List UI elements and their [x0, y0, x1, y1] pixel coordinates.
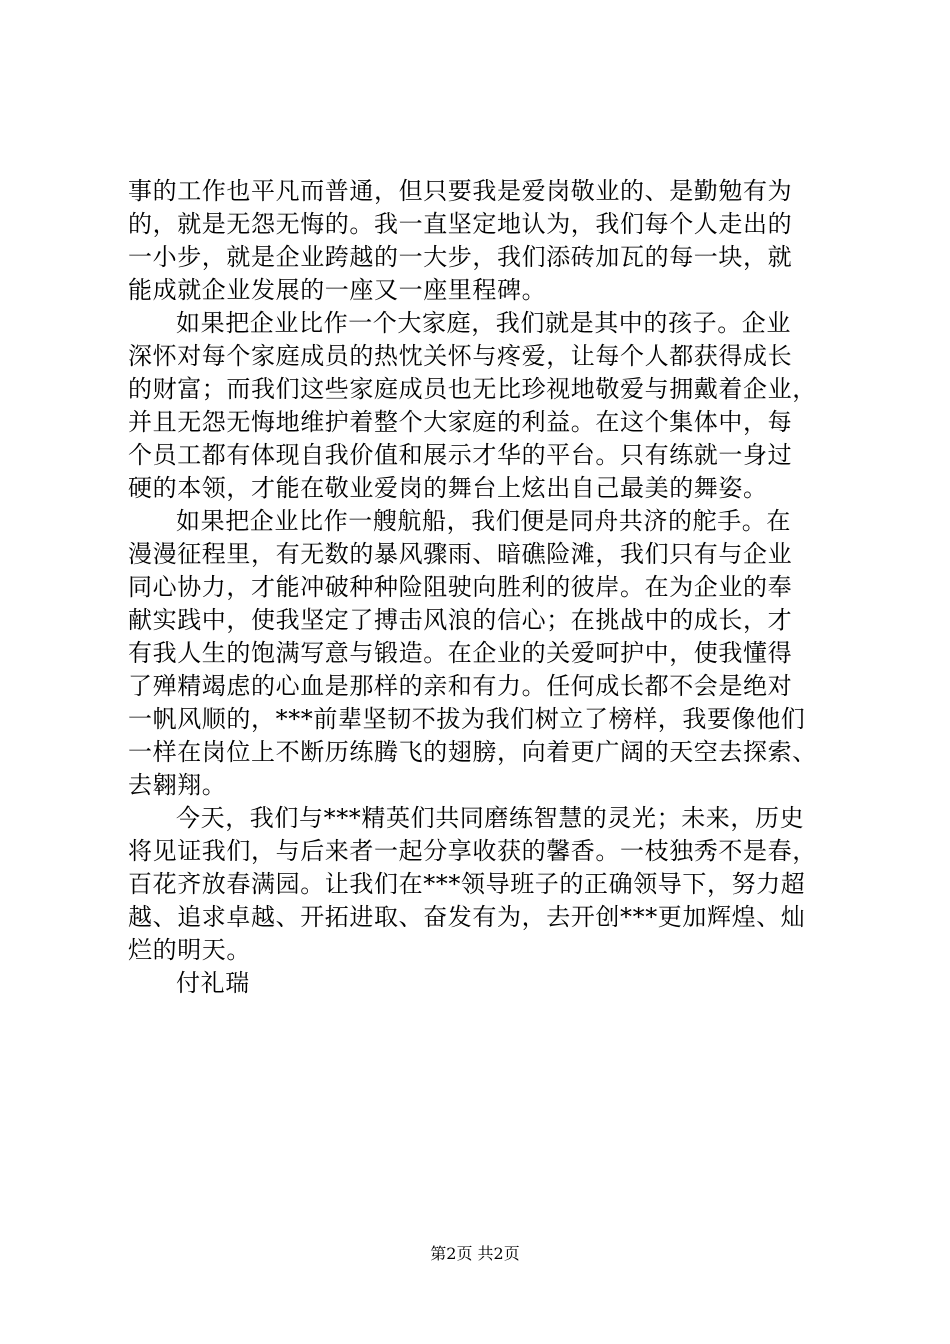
- text-line-21: 将见证我们，与后来者一起分享收获的馨香。一枝独秀不是春，: [128, 837, 817, 865]
- text-line-16: 了殚精竭虑的心血是那样的亲和有力。任何成长都不会是绝对: [128, 672, 793, 700]
- text-line-9: 个员工都有体现自我价值和展示才华的平台。只有练就一身过: [128, 441, 793, 469]
- text-line-1: 事的工作也平凡而普通，但只要我是爱岗敬业的、是勤勉有为: [128, 177, 793, 205]
- text-line-5: 如果把企业比作一个大家庭，我们就是其中的孩子。企业: [176, 309, 791, 337]
- text-line-18: 一样在岗位上不断历练腾飞的翅膀，向着更广阔的天空去探索、: [128, 738, 817, 766]
- text-line-8: 并且无怨无悔地维护着整个大家庭的利益。在这个集体中，每: [128, 408, 793, 436]
- text-line-23: 越、追求卓越、开拓进取、奋发有为，去开创***更加辉煌、灿: [128, 903, 806, 931]
- text-line-24: 烂的明天。: [128, 936, 251, 964]
- text-line-19: 去翱翔。: [128, 771, 227, 799]
- page-number-footer: 第2页 共2页: [430, 1244, 520, 1263]
- text-line-17: 一帆风顺的，***前辈坚韧不拔为我们树立了榜样，我要像他们: [128, 705, 806, 733]
- text-line-13: 同心协力，才能冲破种种险阻驶向胜利的彼岸。在为企业的奉: [128, 573, 793, 601]
- text-line-2: 的，就是无怨无悔的。我一直坚定地认为，我们每个人走出的: [128, 210, 793, 238]
- text-line-22: 百花齐放春满园。让我们在***领导班子的正确领导下，努力超: [128, 870, 806, 898]
- text-line-4: 能成就企业发展的一座又一座里程碑。: [128, 276, 547, 304]
- text-line-11: 如果把企业比作一艘航船，我们便是同舟共济的舵手。在: [176, 507, 791, 535]
- text-line-15: 有我人生的饱满写意与锻造。在企业的关爱呵护中，使我懂得: [128, 639, 793, 667]
- text-line-3: 一小步，就是企业跨越的一大步，我们添砖加瓦的每一块，就: [128, 243, 793, 271]
- text-line-12: 漫漫征程里，有无数的暴风骤雨、暗礁险滩，我们只有与企业: [128, 540, 793, 568]
- text-line-14: 献实践中，使我坚定了搏击风浪的信心；在挑战中的成长，才: [128, 606, 793, 634]
- text-line-20: 今天，我们与***精英们共同磨练智慧的灵光；未来，历史: [176, 804, 805, 832]
- signature-name: 付礼瑞: [176, 969, 250, 997]
- text-line-7: 的财富；而我们这些家庭成员也无比珍视地敬爱与拥戴着企业，: [128, 375, 817, 403]
- text-line-6: 深怀对每个家庭成员的热忱关怀与疼爱，让每个人都获得成长: [128, 342, 793, 370]
- text-line-10: 硬的本领，才能在敬业爱岗的舞台上炫出自己最美的舞姿。: [128, 474, 768, 502]
